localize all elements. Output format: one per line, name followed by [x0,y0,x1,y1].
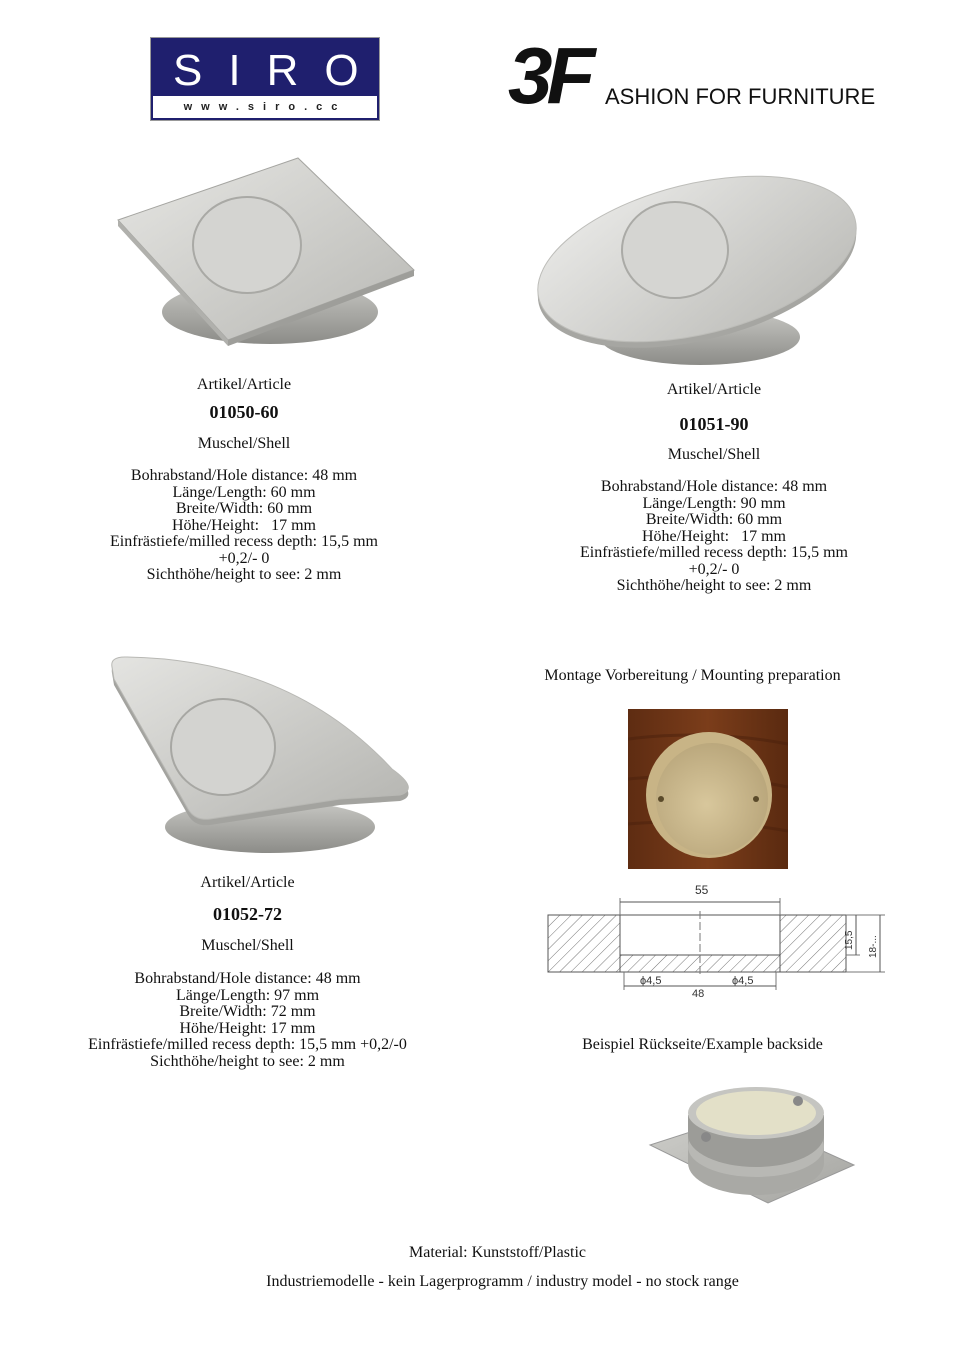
spec-line: Länge/Length: 90 mm [642,494,786,512]
article-type: Muschel/Shell [201,937,294,954]
article-label: Artikel/Article [200,874,295,891]
spec-line: +0,2/- 0 [218,549,270,567]
product-3 [70,874,425,1070]
shell-cap [171,699,275,795]
mounting-title: Montage Vorbereitung / Mounting preparation [544,667,841,684]
spec-line: Höhe/Height: 17 mm [179,1019,316,1037]
spec-line: Länge/Length: 60 mm [172,483,316,501]
spec-list [94,468,394,584]
spec-line: Sichthöhe/height to see: 2 mm [616,577,812,594]
technical-drawing [540,878,895,1003]
stock-note: Industriemodelle - kein Lagerprogramm / industry model - no stock range [266,1273,739,1290]
dim-hole-right: ϕ4,5 [732,975,754,987]
product-image-corner-shell [100,655,430,860]
dim-bottom: 48 [692,988,705,1000]
spec-line: Breite/Width: 60 mm [645,511,783,528]
spec-line: Einfrästiefe/milled recess depth: 15,5 mm +0,2/-0 [88,1036,407,1053]
product-image-oval-shell [530,155,865,370]
shell-cap [622,202,728,298]
spec-line: Breite/Width: 72 mm [179,1003,316,1020]
dim-top: 55 [695,883,709,897]
product-image-square-shell [110,150,420,360]
article-label: Artikel/Article [196,376,292,393]
spec-list [70,971,425,1070]
shell-cap [193,197,301,293]
spec-line: Bohrabstand/Hole distance: 48 mm [600,478,828,495]
spec-line: Sichthöhe/height to see: 2 mm [150,1052,345,1070]
backside-image [648,1085,858,1210]
material-note: Material: Kunststoff/Plastic [408,1244,586,1261]
siro-logo [150,37,385,121]
article-number: 01051-90 [679,414,749,434]
dim-hole-left: ϕ4,5 [640,975,662,987]
spec-line: Bohrabstand/Hole distance: 48 mm [130,467,358,484]
spec-line: Höhe/Height: 17 mm [642,527,786,545]
dim-thickness: 18-... [868,935,879,958]
article-type: Muschel/Shell [667,446,761,463]
siro-logo-url: www.siro.cc [153,96,377,118]
brand-tagline: ASHION FOR FURNITURE [605,84,876,109]
article-label: Artikel/Article [666,381,762,398]
brand-mark: 3F [508,31,590,120]
spec-line: Bohrabstand/Hole distance: 48 mm [134,970,361,987]
product-1 [94,376,394,584]
article-number: 01050-60 [209,402,279,422]
product-2 [564,381,864,595]
spec-line: Höhe/Height: 17 mm [172,516,316,534]
siro-logo-name: SIRO [173,46,385,95]
spec-line: Breite/Width: 60 mm [175,500,313,517]
dim-depth: 15,5 [844,930,855,950]
spec-line: Sichthöhe/height to see: 2 mm [146,566,342,583]
spec-line: Einfrästiefe/milled recess depth: 15,5 mm [580,544,848,561]
article-type: Muschel/Shell [197,435,291,452]
spec-line: Einfrästiefe/milled recess depth: 15,5 mm [110,533,378,550]
mounting-photo [628,709,788,869]
backside-title: Beispiel Rückseite/Example backside [582,1036,823,1053]
spec-line: +0,2/- 0 [688,560,740,578]
spec-list [564,479,864,595]
spec-line: Länge/Length: 97 mm [175,986,320,1004]
brand-logo [508,31,888,120]
article-number: 01052-72 [213,904,282,924]
